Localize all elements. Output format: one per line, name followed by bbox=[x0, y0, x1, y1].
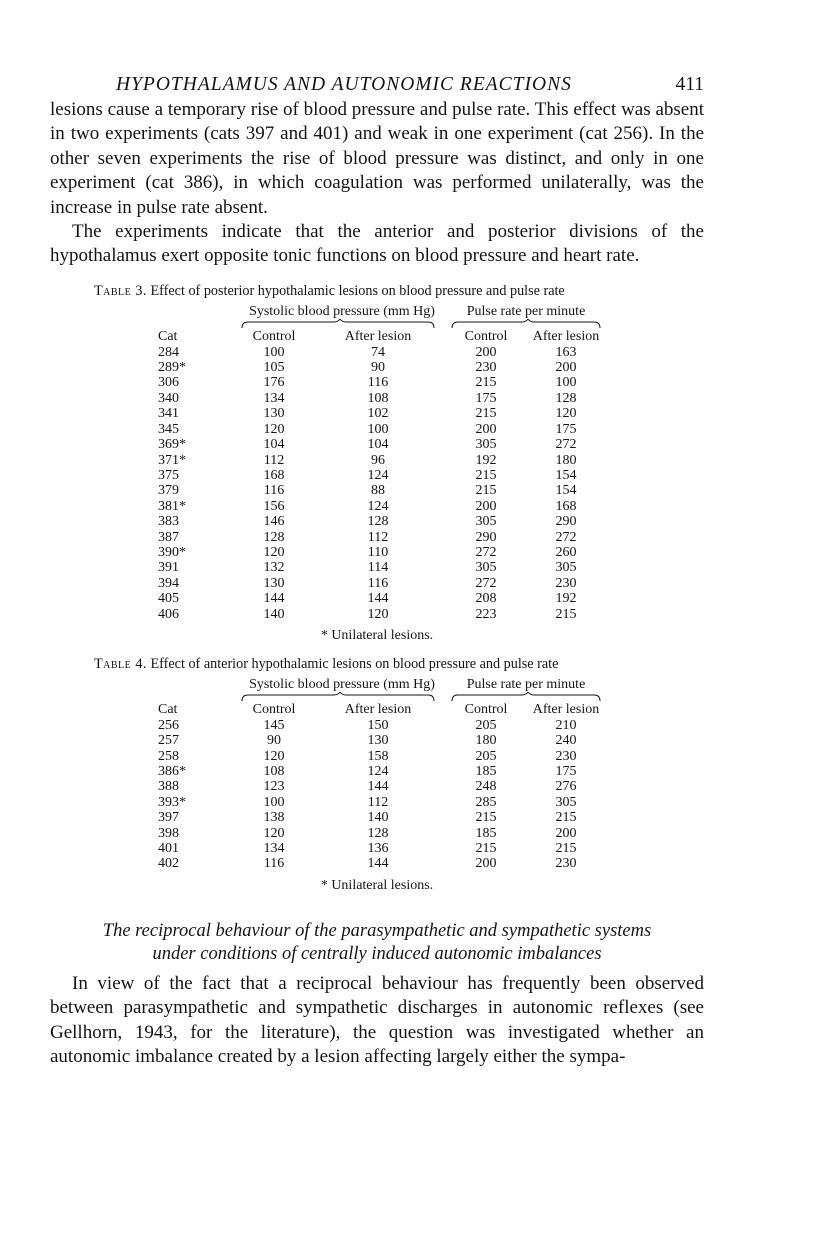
table3-column-header bbox=[158, 329, 606, 344]
cell-cat: 381* bbox=[158, 498, 186, 514]
table-row bbox=[158, 607, 606, 622]
section-heading-line-2: under conditions of centrally induced autonomic imbalances bbox=[152, 943, 602, 964]
cell-bp-control: 144 bbox=[263, 591, 285, 607]
cell-pulse-after: 290 bbox=[555, 514, 577, 530]
page bbox=[50, 74, 704, 1069]
cell-cat: 379 bbox=[158, 483, 179, 499]
cell-bp-control: 120 bbox=[263, 544, 285, 560]
table-row bbox=[158, 749, 606, 764]
cell-pulse-after: 120 bbox=[555, 406, 577, 422]
section-heading-line-1: The reciprocal behaviour of the parasympathetic and sympathetic systems bbox=[102, 920, 652, 941]
cell-cat: 375 bbox=[158, 467, 179, 483]
cell-pulse-after: 240 bbox=[555, 733, 577, 749]
cell-pulse-control: 215 bbox=[475, 375, 497, 391]
cell-bp-control: 156 bbox=[263, 498, 285, 514]
cell-pulse-after: 210 bbox=[555, 717, 577, 733]
cell-pulse-control: 200 bbox=[475, 856, 497, 872]
cell-bp-control: 112 bbox=[263, 452, 285, 468]
cell-pulse-control: 215 bbox=[475, 483, 497, 499]
column-pulse-after: After lesion bbox=[532, 702, 600, 718]
cell-cat: 405 bbox=[158, 591, 179, 607]
cell-bp-after: 112 bbox=[367, 794, 389, 810]
cell-pulse-after: 230 bbox=[555, 856, 577, 872]
cell-bp-control: 130 bbox=[263, 575, 285, 591]
table-row bbox=[158, 391, 606, 406]
cell-bp-control: 176 bbox=[263, 375, 285, 391]
cell-bp-after: 74 bbox=[371, 344, 385, 360]
cell-cat: 306 bbox=[158, 375, 179, 391]
table4-group-pulse: Pulse rate per minute bbox=[466, 676, 586, 692]
cell-pulse-after: 200 bbox=[555, 825, 577, 841]
table4-label: Table 4. bbox=[94, 655, 147, 672]
cell-pulse-control: 200 bbox=[475, 498, 497, 514]
column-pulse-control: Control bbox=[464, 702, 508, 718]
cell-cat: 369* bbox=[158, 437, 186, 453]
table4-bp-brace bbox=[238, 692, 446, 702]
cell-pulse-after: 230 bbox=[555, 748, 577, 764]
cell-pulse-after: 272 bbox=[555, 437, 577, 453]
table3-group-pulse: Pulse rate per minute bbox=[466, 303, 586, 319]
cell-bp-control: 168 bbox=[263, 467, 285, 483]
cell-bp-control: 120 bbox=[263, 825, 285, 841]
column-bp-control: Control bbox=[252, 702, 296, 718]
cell-pulse-control: 185 bbox=[475, 825, 497, 841]
cell-cat: 341 bbox=[158, 406, 179, 422]
cell-bp-after: 130 bbox=[367, 733, 389, 749]
column-bp-after: After lesion bbox=[344, 702, 412, 718]
table-row bbox=[158, 483, 606, 498]
table-row bbox=[158, 560, 606, 575]
table3-caption bbox=[94, 283, 704, 300]
cell-pulse-control: 175 bbox=[475, 390, 497, 406]
cell-pulse-after: 192 bbox=[555, 591, 577, 607]
table4-footnote: * Unilateral lesions. bbox=[320, 877, 434, 893]
cell-bp-after: 96 bbox=[371, 452, 385, 468]
cell-bp-after: 140 bbox=[367, 810, 389, 826]
cell-pulse-control: 305 bbox=[475, 560, 497, 576]
cell-bp-after: 116 bbox=[367, 575, 389, 591]
paragraph-3: In view of the fact that a reciprocal behaviour has frequently been observed between parasympathetic and sympathetic discharges in autonomic reflexes (see Gellhorn, 1943, for the literature), the question was investigated whether an autonomic imbalance created by a lesion affecting largely either the sympa- bbox=[50, 972, 704, 1068]
cell-cat: 289* bbox=[158, 360, 186, 376]
table-row bbox=[158, 764, 606, 779]
cell-bp-control: 116 bbox=[263, 856, 285, 872]
cell-cat: 398 bbox=[158, 825, 179, 841]
cell-pulse-control: 208 bbox=[475, 591, 497, 607]
cell-bp-after: 144 bbox=[367, 591, 389, 607]
cell-pulse-after: 276 bbox=[555, 779, 577, 795]
table-row bbox=[158, 375, 606, 390]
cell-pulse-control: 215 bbox=[475, 810, 497, 826]
table-row bbox=[158, 718, 606, 733]
cell-bp-after: 158 bbox=[367, 748, 389, 764]
cell-pulse-after: 163 bbox=[555, 344, 577, 360]
cell-bp-after: 104 bbox=[367, 437, 389, 453]
cell-bp-control: 132 bbox=[263, 560, 285, 576]
cell-cat: 393* bbox=[158, 794, 186, 810]
table4-group-header bbox=[158, 677, 606, 692]
cell-bp-after: 112 bbox=[367, 529, 389, 545]
cell-pulse-after: 100 bbox=[555, 375, 577, 391]
cell-pulse-control: 192 bbox=[475, 452, 497, 468]
cell-cat: 406 bbox=[158, 606, 179, 622]
cell-pulse-after: 128 bbox=[555, 390, 577, 406]
cell-pulse-after: 154 bbox=[555, 467, 577, 483]
cell-pulse-control: 305 bbox=[475, 437, 497, 453]
table-row bbox=[158, 499, 606, 514]
page-number: 411 bbox=[675, 74, 704, 95]
cell-cat: 258 bbox=[158, 748, 179, 764]
column-cat: Cat bbox=[158, 702, 178, 718]
cell-bp-control: 100 bbox=[263, 344, 285, 360]
cell-pulse-after: 260 bbox=[555, 544, 577, 560]
cell-pulse-control: 305 bbox=[475, 514, 497, 530]
cell-cat: 390* bbox=[158, 544, 186, 560]
column-pulse-control: Control bbox=[464, 329, 508, 345]
cell-cat: 257 bbox=[158, 733, 179, 749]
cell-bp-after: 128 bbox=[367, 825, 389, 841]
cell-pulse-after: 180 bbox=[555, 452, 577, 468]
cell-cat: 386* bbox=[158, 764, 186, 779]
cell-pulse-control: 200 bbox=[475, 344, 497, 360]
table-row bbox=[158, 856, 606, 871]
cell-bp-control: 104 bbox=[263, 437, 285, 453]
table-row bbox=[158, 576, 606, 591]
table4 bbox=[158, 677, 606, 872]
cell-bp-after: 124 bbox=[367, 498, 389, 514]
table-row bbox=[158, 360, 606, 375]
column-bp-after: After lesion bbox=[344, 329, 412, 345]
cell-cat: 383 bbox=[158, 514, 179, 530]
cell-bp-after: 144 bbox=[367, 779, 389, 795]
table-row bbox=[158, 779, 606, 794]
table-row bbox=[158, 810, 606, 825]
cell-pulse-control: 272 bbox=[475, 575, 497, 591]
cell-bp-after: 90 bbox=[371, 360, 385, 376]
cell-pulse-after: 305 bbox=[555, 794, 577, 810]
cell-pulse-control: 230 bbox=[475, 360, 497, 376]
cell-cat: 401 bbox=[158, 841, 179, 857]
cell-bp-control: 128 bbox=[263, 529, 285, 545]
cell-bp-control: 138 bbox=[263, 810, 285, 826]
running-header bbox=[116, 74, 704, 98]
column-cat: Cat bbox=[158, 329, 178, 345]
cell-pulse-after: 305 bbox=[555, 560, 577, 576]
table3-group-bp: Systolic blood pressure (mm Hg) bbox=[249, 303, 435, 319]
cell-bp-after: 114 bbox=[367, 560, 389, 576]
cell-bp-after: 102 bbox=[367, 406, 389, 422]
table3-label: Table 3. bbox=[94, 282, 147, 299]
table-row bbox=[158, 453, 606, 468]
table3-pulse-brace bbox=[446, 319, 606, 329]
cell-pulse-control: 215 bbox=[475, 841, 497, 857]
table4-group-bp: Systolic blood pressure (mm Hg) bbox=[249, 676, 435, 692]
table-row bbox=[158, 733, 606, 748]
cell-cat: 391 bbox=[158, 560, 179, 576]
cell-pulse-control: 185 bbox=[475, 764, 497, 779]
cell-cat: 284 bbox=[158, 344, 179, 360]
cell-bp-control: 134 bbox=[263, 390, 285, 406]
cell-pulse-control: 205 bbox=[475, 748, 497, 764]
cell-pulse-after: 175 bbox=[555, 421, 577, 437]
cell-cat: 371* bbox=[158, 452, 186, 468]
cell-bp-after: 128 bbox=[367, 514, 389, 530]
table-row bbox=[158, 545, 606, 560]
cell-bp-control: 108 bbox=[263, 764, 285, 779]
table-row bbox=[158, 437, 606, 452]
table-row bbox=[158, 826, 606, 841]
cell-bp-control: 134 bbox=[263, 841, 285, 857]
cell-pulse-after: 168 bbox=[555, 498, 577, 514]
cell-pulse-control: 272 bbox=[475, 544, 497, 560]
cell-pulse-after: 200 bbox=[555, 360, 577, 376]
table-row bbox=[158, 468, 606, 483]
cell-bp-control: 123 bbox=[263, 779, 285, 795]
table4-pulse-brace bbox=[446, 692, 606, 702]
column-pulse-after: After lesion bbox=[532, 329, 600, 345]
table-row bbox=[158, 345, 606, 360]
cell-bp-control: 90 bbox=[267, 733, 281, 749]
cell-bp-after: 136 bbox=[367, 841, 389, 857]
paragraph-2: The experiments indicate that the anterior and posterior divisions of the hypothalamus exert opposite tonic functions on blood pressure and heart rate. bbox=[50, 221, 704, 267]
cell-pulse-after: 215 bbox=[555, 810, 577, 826]
cell-pulse-after: 215 bbox=[555, 841, 577, 857]
cell-pulse-control: 290 bbox=[475, 529, 497, 545]
cell-cat: 256 bbox=[158, 717, 179, 733]
section-heading bbox=[50, 920, 704, 966]
cell-bp-after: 88 bbox=[371, 483, 385, 499]
table-row bbox=[158, 841, 606, 856]
table4-column-header bbox=[158, 702, 606, 717]
cell-pulse-control: 200 bbox=[475, 421, 497, 437]
column-bp-control: Control bbox=[252, 329, 296, 345]
cell-pulse-control: 215 bbox=[475, 467, 497, 483]
cell-bp-control: 105 bbox=[263, 360, 285, 376]
table-row bbox=[158, 406, 606, 421]
cell-cat: 340 bbox=[158, 390, 179, 406]
cell-pulse-control: 248 bbox=[475, 779, 497, 795]
cell-bp-control: 140 bbox=[263, 606, 285, 622]
table3 bbox=[158, 304, 606, 622]
cell-bp-after: 124 bbox=[367, 764, 389, 779]
cell-pulse-after: 272 bbox=[555, 529, 577, 545]
cell-pulse-after: 215 bbox=[555, 606, 577, 622]
cell-bp-after: 108 bbox=[367, 390, 389, 406]
cell-pulse-control: 180 bbox=[475, 733, 497, 749]
cell-pulse-after: 154 bbox=[555, 483, 577, 499]
cell-cat: 402 bbox=[158, 856, 179, 872]
table-row bbox=[158, 422, 606, 437]
cell-cat: 397 bbox=[158, 810, 179, 826]
cell-pulse-control: 285 bbox=[475, 794, 497, 810]
table4-caption-text: Effect of anterior hypothalamic lesions on blood pressure and pulse rate bbox=[150, 655, 559, 672]
cell-bp-after: 124 bbox=[367, 467, 389, 483]
cell-pulse-after: 230 bbox=[555, 575, 577, 591]
cell-bp-after: 100 bbox=[367, 421, 389, 437]
cell-bp-control: 120 bbox=[263, 421, 285, 437]
cell-pulse-after: 175 bbox=[555, 764, 577, 779]
cell-bp-control: 130 bbox=[263, 406, 285, 422]
cell-bp-after: 120 bbox=[367, 606, 389, 622]
table3-bp-brace bbox=[238, 319, 446, 329]
cell-cat: 388 bbox=[158, 779, 179, 795]
cell-pulse-control: 223 bbox=[475, 606, 497, 622]
table-row bbox=[158, 795, 606, 810]
table-row bbox=[158, 530, 606, 545]
paragraph-1: lesions cause a temporary rise of blood pressure and pulse rate. This effect was absent in two experiments (cats 397 and 401) and weak in one experiment (cat 256). In the other seven experiments the rise of blood pressure was distinct, and only in one experiment (cat 386), in which coagulation was performed unilaterally, was the increase in pulse rate absent. bbox=[50, 99, 704, 218]
cell-bp-after: 144 bbox=[367, 856, 389, 872]
cell-bp-control: 116 bbox=[263, 483, 285, 499]
running-title: HYPOTHALAMUS AND AUTONOMIC REACTIONS bbox=[116, 74, 572, 95]
cell-bp-control: 120 bbox=[263, 748, 285, 764]
table-row bbox=[158, 591, 606, 606]
cell-bp-after: 150 bbox=[367, 717, 389, 733]
table4-caption bbox=[94, 656, 704, 673]
cell-cat: 394 bbox=[158, 575, 179, 591]
table-row bbox=[158, 514, 606, 529]
cell-bp-control: 100 bbox=[263, 794, 285, 810]
cell-bp-control: 146 bbox=[263, 514, 285, 530]
cell-bp-after: 110 bbox=[367, 544, 389, 560]
cell-bp-after: 116 bbox=[367, 375, 389, 391]
table3-caption-text: Effect of posterior hypothalamic lesions on blood pressure and pulse rate bbox=[150, 282, 565, 299]
cell-cat: 387 bbox=[158, 529, 179, 545]
cell-pulse-control: 215 bbox=[475, 406, 497, 422]
table3-footnote: * Unilateral lesions. bbox=[320, 627, 434, 643]
table3-group-header bbox=[158, 304, 606, 319]
cell-bp-control: 145 bbox=[263, 717, 285, 733]
cell-pulse-control: 205 bbox=[475, 717, 497, 733]
cell-cat: 345 bbox=[158, 421, 179, 437]
